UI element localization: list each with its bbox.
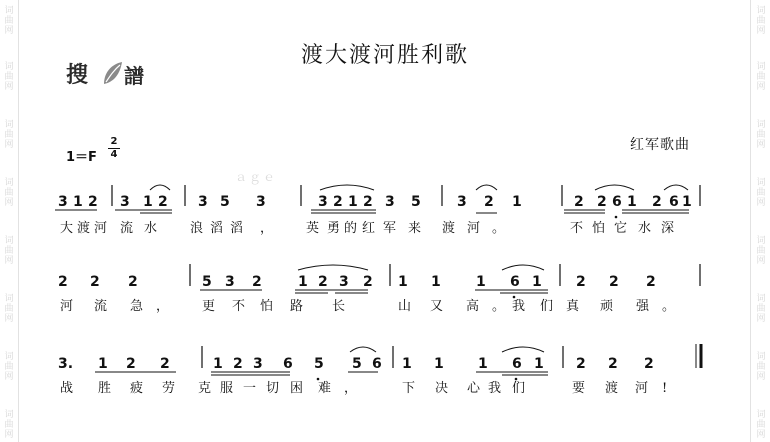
- note: 5: [202, 274, 212, 290]
- note: 1: [476, 274, 486, 290]
- lyric-char: 难: [318, 381, 332, 396]
- watermark-char: 网: [4, 198, 14, 208]
- watermark-char: 曲: [756, 362, 766, 372]
- note: 2: [88, 194, 98, 210]
- note: 2: [646, 274, 656, 290]
- watermark-char: 曲: [4, 188, 14, 198]
- note: 3: [339, 274, 349, 290]
- note: 1: [682, 194, 692, 210]
- slur: [502, 265, 544, 270]
- watermark-char: 词: [756, 410, 766, 420]
- note: 3: [58, 194, 68, 210]
- note: 6: [283, 356, 293, 372]
- octave-dot: [515, 378, 518, 381]
- slur: [350, 347, 376, 352]
- lyric-char: 滔: [230, 221, 244, 236]
- lyric-char: 长: [332, 299, 346, 314]
- lyric-char: 急: [130, 299, 144, 314]
- lyric-char: 红: [362, 221, 376, 236]
- watermark-char: 曲: [756, 246, 766, 256]
- lyric-char: 心: [467, 381, 481, 396]
- watermark-char: 网: [756, 314, 766, 324]
- watermark-char: 词: [756, 352, 766, 362]
- slur: [476, 185, 497, 190]
- lyric-char: 河: [467, 221, 481, 236]
- watermark-char: 网: [756, 256, 766, 266]
- lyric-char: 勇: [327, 221, 341, 236]
- note: 2: [597, 194, 607, 210]
- lyric-char: 强: [636, 299, 650, 314]
- lyric-char: 军: [383, 221, 397, 236]
- watermark-char: 曲: [4, 246, 14, 256]
- lyric-char: 深: [661, 221, 675, 236]
- lyric-char: 下: [402, 381, 416, 396]
- lyric-char: 真: [566, 299, 580, 314]
- center-watermark: ａｇｅ: [235, 170, 278, 184]
- logo-text-sou: 搜: [66, 62, 89, 88]
- note: 3: [457, 194, 467, 210]
- lyric-char: 战: [60, 381, 74, 396]
- watermark-char: 曲: [756, 420, 766, 430]
- lyric-char: 滔: [210, 221, 224, 236]
- note: 2: [233, 356, 243, 372]
- note: 1: [431, 274, 441, 290]
- watermark-char: 曲: [4, 304, 14, 314]
- note: 2: [609, 274, 619, 290]
- lyric-char: 胜: [98, 381, 112, 396]
- note: 2: [58, 274, 68, 290]
- watermark-char: 网: [4, 256, 14, 266]
- note: 2: [363, 274, 373, 290]
- octave-dot: [317, 378, 320, 381]
- note: 1: [213, 356, 223, 372]
- watermark-char: 网: [756, 140, 766, 150]
- logo-text-pu: 譜: [124, 64, 144, 88]
- lyric-char: 更: [202, 299, 216, 314]
- slur: [298, 265, 368, 270]
- watermark-char: 曲: [4, 72, 14, 82]
- note: 5: [352, 356, 362, 372]
- watermark-char: 词: [756, 62, 766, 72]
- watermark-char: 网: [4, 82, 14, 92]
- watermark-char: 网: [4, 26, 14, 36]
- note: 3: [225, 274, 235, 290]
- note: 2: [363, 194, 373, 210]
- octave-dot: [513, 296, 516, 299]
- lyric-char: ，: [156, 299, 170, 314]
- lyric-char: 高: [466, 299, 480, 314]
- note: 6: [372, 356, 382, 372]
- note: 1: [534, 356, 544, 372]
- watermark-char: 网: [4, 372, 14, 382]
- lyric-char: 浪: [190, 221, 204, 236]
- note: 2: [318, 274, 328, 290]
- note: 3: [385, 194, 395, 210]
- watermark-char: 词: [4, 352, 14, 362]
- note: 3: [120, 194, 130, 210]
- watermark-char: 词: [4, 62, 14, 72]
- note: 2: [574, 194, 584, 210]
- composer-credit: 红军歌曲: [630, 137, 690, 153]
- watermark-char: 词: [4, 178, 14, 188]
- lyric-char: 水: [638, 221, 652, 236]
- lyric-char: ，: [344, 381, 358, 396]
- lyric-char: 我: [512, 299, 526, 314]
- watermark-char: 词: [756, 178, 766, 188]
- watermark-char: 网: [756, 82, 766, 92]
- song-title: 渡大渡河胜利歌: [300, 43, 469, 68]
- note: 3: [198, 194, 208, 210]
- slur: [502, 347, 544, 352]
- note: 1: [627, 194, 637, 210]
- watermark-char: 网: [756, 26, 766, 36]
- lyric-char: !: [662, 381, 668, 396]
- lyric-char: 它: [614, 221, 628, 236]
- watermark-char: 词: [756, 120, 766, 130]
- lyric-char: 不: [232, 299, 246, 314]
- note: 1: [402, 356, 412, 372]
- note: 1: [98, 356, 108, 372]
- watermark-char: 曲: [4, 420, 14, 430]
- watermark-char: 曲: [4, 130, 14, 140]
- note: 2: [128, 274, 138, 290]
- time-signature-top: 2: [110, 136, 118, 147]
- watermark-char: 词: [4, 410, 14, 420]
- note: 2: [126, 356, 136, 372]
- note: 1: [298, 274, 308, 290]
- lyric-char: 渡: [77, 221, 91, 236]
- watermark-char: 词: [756, 294, 766, 304]
- note: 5: [411, 194, 421, 210]
- note: 2: [484, 194, 494, 210]
- lyric-char: 服: [220, 381, 234, 396]
- lyric-char: 英: [306, 221, 320, 236]
- note: 2: [158, 194, 168, 210]
- watermark-char: 网: [4, 430, 14, 440]
- note: 2: [576, 274, 586, 290]
- watermark-char: 曲: [756, 16, 766, 26]
- note: 2: [333, 194, 343, 210]
- note: 5: [314, 356, 324, 372]
- note: 1: [512, 194, 522, 210]
- lyric-char: 山: [398, 299, 412, 314]
- note: 1: [348, 194, 358, 210]
- key-signature: 1＝F: [66, 150, 97, 165]
- lyric-char: 困: [290, 381, 304, 396]
- note: 3: [318, 194, 328, 210]
- watermark-char: 网: [4, 140, 14, 150]
- note: 5: [220, 194, 230, 210]
- lyric-char: 流: [120, 221, 134, 236]
- note: 2: [576, 356, 586, 372]
- note: 1: [478, 356, 488, 372]
- watermark-char: 曲: [4, 16, 14, 26]
- watermark-char: 曲: [756, 304, 766, 314]
- note: 1: [434, 356, 444, 372]
- watermark-char: 词: [756, 236, 766, 246]
- lyric-char: 疲: [130, 381, 144, 396]
- watermark-char: 词: [4, 6, 14, 16]
- note: 6: [512, 356, 522, 372]
- lyric-char: 我: [488, 381, 502, 396]
- note: 1: [143, 194, 153, 210]
- note: 1: [398, 274, 408, 290]
- note: 2: [160, 356, 170, 372]
- lyric-char: 河: [94, 221, 108, 236]
- slur: [664, 185, 688, 190]
- lyric-char: 一: [243, 381, 257, 396]
- lyric-char: 不: [570, 221, 584, 236]
- watermark-char: 网: [756, 372, 766, 382]
- lyric-char: 。: [492, 221, 506, 236]
- lyric-char: 切: [266, 381, 280, 396]
- note: 2: [608, 356, 618, 372]
- lyric-char: 怕: [260, 299, 274, 314]
- lyric-char: 的: [344, 221, 358, 236]
- watermark-char: 词: [4, 294, 14, 304]
- note: 3: [256, 194, 266, 210]
- watermark-char: 词: [756, 6, 766, 16]
- watermark-char: 网: [4, 314, 14, 324]
- lyric-char: ，: [260, 221, 274, 236]
- lyric-char: 顽: [600, 299, 614, 314]
- slur: [595, 185, 634, 190]
- lyric-char: 大: [60, 221, 74, 236]
- watermark-char: 网: [756, 430, 766, 440]
- watermark-char: 曲: [756, 188, 766, 198]
- lyric-char: 渡: [605, 381, 619, 396]
- note: 3: [253, 356, 263, 372]
- note: 6: [510, 274, 520, 290]
- lyric-char: 又: [430, 299, 444, 314]
- watermark-char: 词: [4, 236, 14, 246]
- note: 6: [612, 194, 622, 210]
- lyric-char: 流: [94, 299, 108, 314]
- note: 1: [73, 194, 83, 210]
- watermark-char: 曲: [756, 72, 766, 82]
- lyric-char: 怕: [592, 221, 606, 236]
- time-signature-bottom: 4: [110, 149, 118, 160]
- note: 3.: [58, 356, 74, 372]
- lyric-char: 路: [290, 299, 304, 314]
- lyric-char: 来: [408, 221, 422, 236]
- note: 2: [252, 274, 262, 290]
- lyric-char: 劳: [162, 381, 176, 396]
- note: 2: [90, 274, 100, 290]
- lyric-char: 。: [492, 299, 506, 314]
- slur: [150, 185, 170, 190]
- lyric-char: 。: [662, 299, 676, 314]
- lyric-char: 们: [512, 381, 526, 396]
- lyric-char: 河: [635, 381, 649, 396]
- note: 2: [644, 356, 654, 372]
- note: 2: [652, 194, 662, 210]
- note: 1: [532, 274, 542, 290]
- watermark-char: 曲: [756, 130, 766, 140]
- lyric-char: 渡: [442, 221, 456, 236]
- note: 6: [669, 194, 679, 210]
- watermark-char: 曲: [4, 362, 14, 372]
- slur: [320, 185, 374, 190]
- octave-dot: [615, 216, 618, 219]
- watermark-char: 词: [4, 120, 14, 130]
- lyric-char: 克: [198, 381, 212, 396]
- watermark-char: 网: [756, 198, 766, 208]
- lyric-char: 要: [572, 381, 586, 396]
- lyric-char: 们: [540, 299, 554, 314]
- lyric-char: 水: [144, 221, 158, 236]
- lyric-char: 河: [60, 299, 74, 314]
- lyric-char: 决: [435, 381, 449, 396]
